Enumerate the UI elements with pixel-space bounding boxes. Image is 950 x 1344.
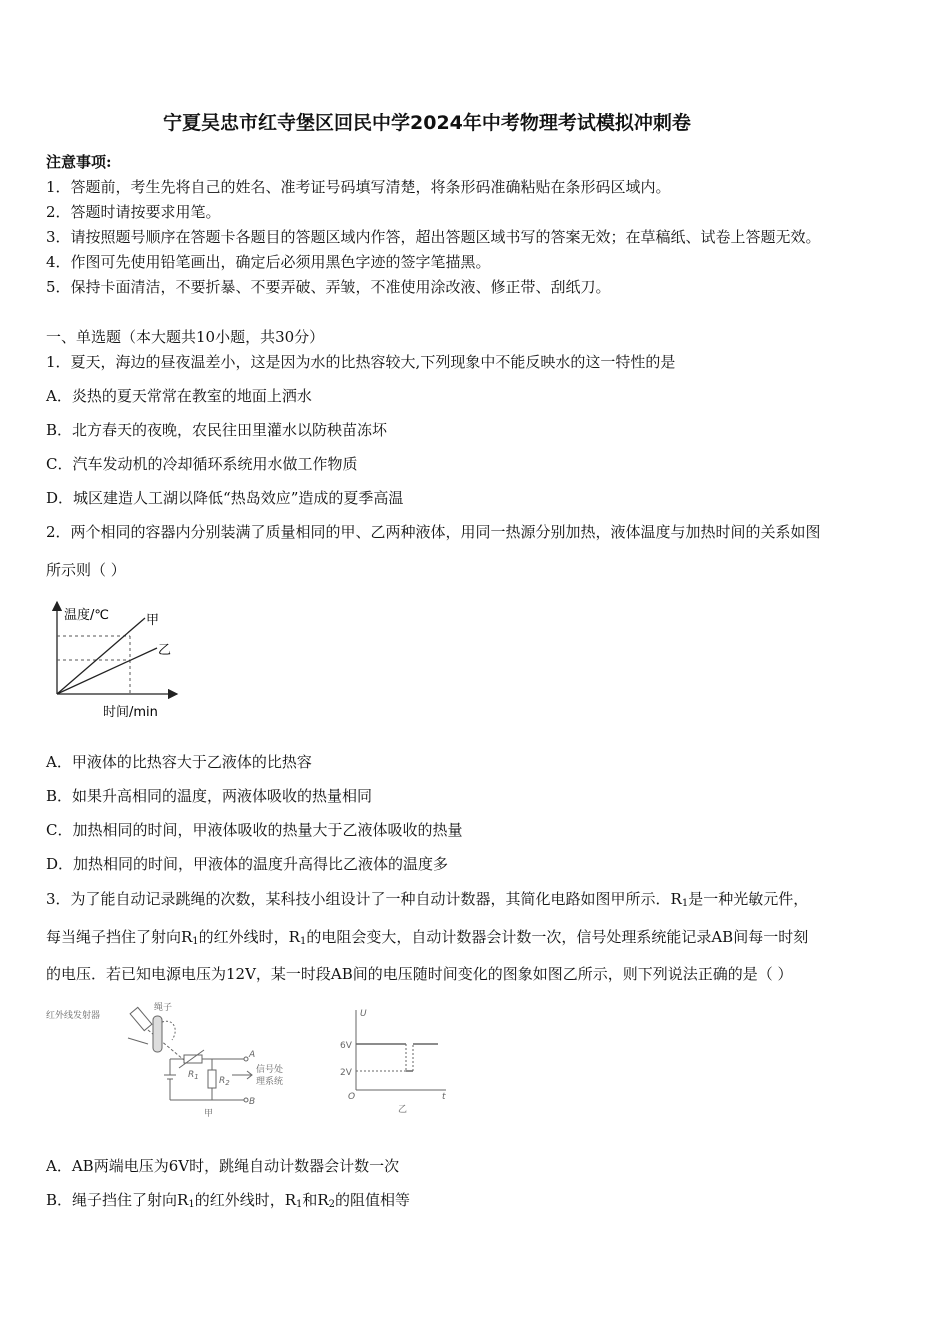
origin-label: O [348,1092,356,1102]
question-1-stem: 1．夏天，海边的昼夜温差小，这是因为水的比热容较大,下列现象中不能反映水的这一特性的是 [46,353,676,371]
question-3-stem-cont: 的电压．若已知电源电压为12V，某一时段AB间的电压随时间变化的图象如图乙所示，则下列说法正确的是（ ） [46,965,793,983]
question-3-stem: 3．为了能自动记录跳绳的次数，某科技小组设计了一种自动计数器，其简化电路如图甲所示．$R_1$是一种光敏元件， [46,890,809,909]
x-axis-label: 时间/min [103,705,158,720]
tick-2v: 2V [340,1068,352,1078]
beam-arrow [128,1038,148,1044]
q2-option-d: D．加热相同的时间，甲液体的温度升高得比乙液体的温度多 [46,855,449,873]
label-yi: 乙 [158,643,172,658]
q3-option-a: A．AB两端电压为6V时，跳绳自动计数器会计数一次 [46,1157,400,1175]
y-axis-label: 温度/℃ [64,608,109,623]
temperature-time-graph [40,596,185,721]
label-jia: 甲 [146,613,160,628]
notice-item: 1．答题前，考生先将自己的姓名、准考证号码填写清楚，将条形码准确粘贴在条形码区域内。 [46,178,671,196]
u-label: U [360,1009,367,1019]
line-jia [57,618,145,694]
q1-option-b: B．北方春天的夜晚，农民往田里灌水以防秧苗冻坏 [46,421,388,439]
r1-resistor [184,1055,202,1063]
rope-swing [162,1021,175,1040]
r1-label: $R_1$ [188,1070,199,1081]
question-2-stem-cont: 所示则（ ） [46,561,126,579]
circuit-diagram-jia [44,1000,319,1122]
r2-label: $R_2$ [219,1076,230,1087]
q2-option-b: B．如果升高相同的温度，两液体吸收的热量相同 [46,787,373,805]
section-heading: 一、单选题（本大题共10小题，共30分） [46,328,325,346]
terminal-a: A [249,1050,256,1060]
r2-resistor [208,1070,216,1088]
q1-option-c: C．汽车发动机的冷却循环系统用水做工作物质 [46,455,358,473]
q1-option-d: D．城区建造人工湖以降低“热岛效应”造成的夏季高温 [46,489,404,507]
q2-option-c: C．加热相同的时间，甲液体吸收的热量大于乙液体吸收的热量 [46,821,463,839]
notice-item: 2．答题时请按要求用笔。 [46,203,221,221]
question-3-stem-cont: 每当绳子挡住了射向$R_1$的红外线时，$R_1$的电阻会变大，自动计数器会计数一次，信号处理系统能记录AB间每一时刻 [46,928,809,947]
emitter-label: 红外线发射器 [46,1011,101,1021]
figure-caption-yi: 乙 [398,1105,408,1115]
rope [153,1016,162,1052]
question-2-stem: 2．两个相同的容器内分别装满了质量相同的甲、乙两种液体，用同一热源分别加热，液体温度与加热时间的关系如图 [46,523,821,541]
rope-label: 绳子 [154,1003,173,1013]
notice-item: 4．作图可先使用铅笔画出，确定后必须用黑色字迹的签字笔描黑。 [46,253,491,271]
line-yi [57,648,157,694]
notice-item: 3．请按照题号顺序在答题卡各题目的答题区域内作答，超出答题区域书写的答案无效；在草稿纸、试卷上答题无效。 [46,228,821,246]
q1-option-a: A．炎热的夏天常常在教室的地面上洒水 [46,387,312,405]
voltage-time-graph-yi [338,1004,453,1116]
terminal-b: B [249,1097,256,1107]
q3-option-b: B．绳子挡住了射向$R_1$的红外线时，$R_1$和$R_2$的阻值相等 [46,1191,411,1210]
page-title: 宁夏吴忠市红寺堡区回民中学2024年中考物理考试模拟冲刺卷 [163,112,691,134]
signal-label: 信号处 [256,1065,284,1075]
figure-caption-jia: 甲 [204,1109,214,1119]
notice-heading: 注意事项: [46,153,112,171]
notice-item: 5．保持卡面清洁，不要折暴、不要弄破、弄皱，不准使用涂改液、修正带、刮纸刀。 [46,278,611,296]
emitter-device [130,1007,152,1030]
tick-6v: 6V [340,1041,352,1051]
signal-label-2: 理系统 [256,1077,284,1087]
t-label: t [442,1092,446,1102]
q2-option-a: A．甲液体的比热容大于乙液体的比热容 [46,753,312,771]
signal-arrow [232,1071,252,1079]
